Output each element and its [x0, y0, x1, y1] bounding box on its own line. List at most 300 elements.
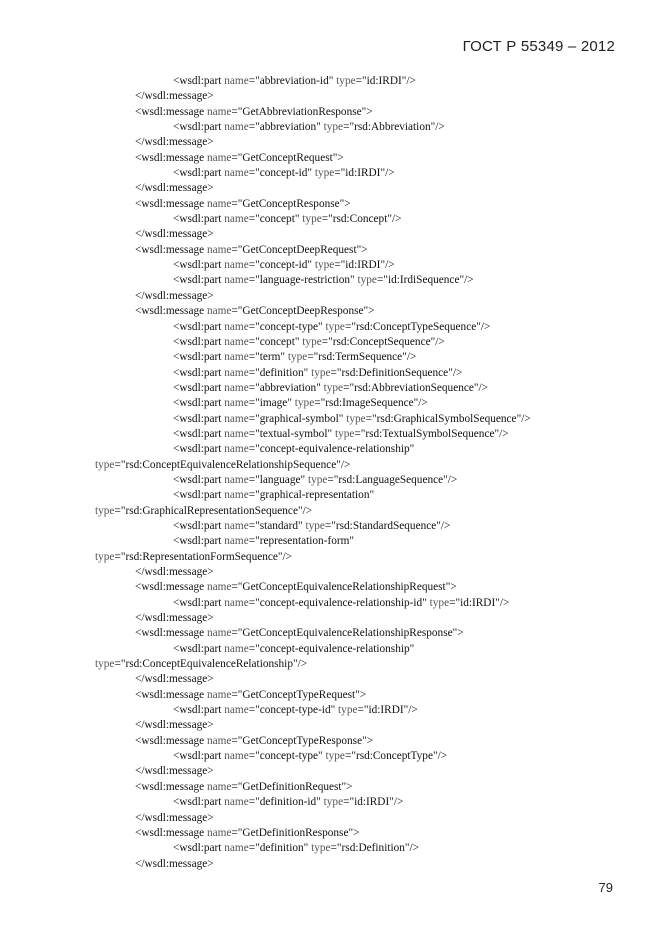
- wsdl-code-listing: [0, 74, 661, 872]
- code-line: [0, 243, 661, 258]
- attr-type-keyword: type: [334, 427, 355, 440]
- attr-name-keyword: name: [224, 473, 249, 486]
- attr-eq: =": [248, 473, 260, 486]
- attr-name-keyword: name: [206, 780, 232, 793]
- code-line: [0, 105, 661, 120]
- attr-quote: ": [348, 826, 354, 839]
- attr-name-value: GetConceptRequest: [242, 151, 333, 164]
- attr-quote: ": [328, 75, 334, 87]
- attr-quote: ": [387, 213, 392, 226]
- attr-name-keyword: name: [224, 259, 249, 272]
- attr-name-keyword: name: [224, 535, 249, 548]
- element-tag: <wsdl:part: [173, 842, 225, 855]
- attr-type-keyword: type: [338, 704, 358, 717]
- attr-name-keyword: name: [224, 366, 249, 379]
- attr-type-value: rsd:Concept: [332, 213, 388, 226]
- attr-type-value: rsd:ConceptTypeSequence: [355, 320, 477, 333]
- element-tag: <wsdl:part: [173, 642, 225, 655]
- tag-close: />: [408, 704, 418, 717]
- attr-type-keyword: type: [311, 842, 331, 855]
- tag-close: />: [464, 274, 474, 287]
- code-line: [0, 304, 661, 319]
- closing-tag: </wsdl:message>: [135, 673, 214, 686]
- attr-type-keyword: type: [429, 596, 450, 609]
- attr-type-keyword: type: [302, 335, 322, 348]
- attr-quote: ": [436, 519, 441, 532]
- element-tag: <wsdl:part: [173, 397, 225, 410]
- attr-name-value: abbreviation: [259, 381, 317, 394]
- attr-type-value: id:IRDI: [460, 596, 496, 609]
- attr-quote: ": [287, 397, 292, 410]
- code-line: [0, 350, 661, 365]
- attr-name-keyword: name: [224, 642, 249, 655]
- attr-quote: ": [316, 121, 321, 134]
- attr-quote: ": [389, 796, 394, 809]
- attr-quote: ": [307, 167, 313, 180]
- attr-quote: ": [448, 366, 453, 379]
- code-line: [0, 550, 661, 565]
- element-tag: <wsdl:part: [173, 213, 225, 226]
- attr-quote: ": [307, 259, 313, 272]
- attr-quote: ": [430, 335, 436, 348]
- attr-type-keyword: type: [323, 796, 344, 809]
- attr-name-value: GetConceptDeepRequest: [242, 243, 357, 256]
- code-line: [0, 626, 661, 641]
- attr-type-value: rsd:Abbreviation: [354, 121, 431, 134]
- code-line: [0, 197, 661, 212]
- attr-eq: =": [231, 688, 243, 701]
- attr-quote: ": [443, 473, 448, 486]
- attr-name-value: GetConceptTypeRequest: [242, 688, 356, 701]
- attr-quote: ": [516, 412, 522, 425]
- attr-eq: =": [344, 320, 356, 333]
- attr-eq: =": [231, 105, 243, 118]
- attr-type-value: id:IRDI: [345, 259, 381, 272]
- attr-name-keyword: name: [206, 243, 232, 256]
- attr-eq: =": [321, 335, 333, 348]
- tag-close: />: [406, 75, 416, 87]
- code-line: [0, 565, 661, 580]
- attr-quote: ": [495, 596, 500, 609]
- attr-quote: ": [300, 473, 306, 486]
- attr-quote: ": [303, 366, 309, 379]
- attr-quote: ": [476, 320, 481, 333]
- tag-close: />: [440, 519, 451, 532]
- attr-name-value: concept-type: [259, 750, 319, 763]
- attr-type-keyword: type: [325, 750, 345, 763]
- attr-eq: =": [248, 381, 260, 394]
- attr-type-value: rsd:RepresentationFormSequence: [125, 550, 278, 563]
- attr-quote: ": [459, 274, 465, 287]
- code-line: [0, 396, 661, 411]
- attr-type-keyword: type: [357, 274, 377, 287]
- code-line: [0, 642, 661, 657]
- tag-close: >: [353, 826, 360, 839]
- attr-close: "/>: [292, 658, 308, 671]
- attr-quote: ": [294, 335, 300, 348]
- code-line: [0, 688, 661, 703]
- attr-type-keyword: type: [314, 259, 335, 272]
- closing-tag: </wsdl:message>: [135, 182, 214, 195]
- attr-name-keyword: name: [224, 121, 249, 134]
- closing-tag: </wsdl:message>: [135, 765, 214, 778]
- tag-close: />: [385, 259, 395, 272]
- attr-name-keyword: name: [224, 335, 249, 348]
- attr-quote: ": [318, 320, 323, 333]
- code-line: [0, 764, 661, 779]
- attr-quote: ": [369, 489, 375, 502]
- attr-close: "/>: [336, 458, 351, 471]
- attr-type-value: rsd:GraphicalSymbolSequence: [376, 412, 517, 425]
- code-line: [0, 611, 661, 626]
- attr-type-keyword: type: [311, 366, 331, 379]
- attr-type-value: rsd:StandardSequence: [335, 519, 437, 532]
- attr-quote: ": [409, 642, 415, 655]
- element-tag: <wsdl:message: [135, 243, 207, 256]
- attr-quote: ": [422, 596, 427, 609]
- element-tag: <wsdl:part: [173, 335, 225, 348]
- attr-eq: =": [357, 704, 369, 717]
- attr-quote: ": [380, 259, 386, 272]
- attr-eq: =": [248, 335, 260, 348]
- attr-name-value: GetConceptEquivalenceRelationshipRequest: [242, 581, 446, 594]
- attr-eq: =": [248, 412, 260, 425]
- code-line: [0, 120, 661, 135]
- attr-type-value: rsd:TermSequence: [318, 351, 403, 364]
- attr-quote: ": [316, 381, 321, 394]
- code-line: [0, 734, 661, 749]
- attr-quote: ": [362, 734, 367, 747]
- element-tag: <wsdl:part: [173, 596, 225, 609]
- code-line: [0, 718, 661, 733]
- tag-close: >: [450, 581, 457, 594]
- element-tag: <wsdl:message: [135, 780, 207, 793]
- attr-name-keyword: name: [224, 796, 249, 809]
- code-line: [0, 335, 661, 350]
- attr-eq: =": [248, 704, 260, 717]
- closing-tag: </wsdl:message>: [135, 289, 214, 302]
- attr-type-value: rsd:TextualSymbolSequence: [365, 427, 495, 440]
- attr-quote: ": [330, 704, 336, 717]
- attr-name-keyword: name: [224, 596, 249, 609]
- code-line: [0, 151, 661, 166]
- attr-name-keyword: name: [206, 734, 232, 747]
- attr-name-value: definition: [259, 842, 304, 855]
- element-tag: <wsdl:message: [135, 826, 207, 839]
- attr-quote: ": [294, 213, 300, 226]
- attr-eq: =": [248, 397, 260, 410]
- element-tag: <wsdl:message: [135, 734, 207, 747]
- attr-name-value: concept-equivalence-relationship: [259, 443, 410, 456]
- attr-quote: ": [327, 427, 333, 440]
- attr-type-keyword: type: [323, 381, 344, 394]
- attr-eq: =": [307, 351, 319, 364]
- tag-close: >: [359, 688, 367, 701]
- attr-quote: ": [363, 305, 369, 318]
- tag-close: />: [393, 796, 404, 809]
- attr-close: "/>: [297, 504, 313, 517]
- attr-type-value: rsd:ConceptEquivalenceRelationshipSequence: [125, 458, 337, 471]
- attr-eq: =": [231, 151, 243, 164]
- attr-name-value: abbreviation: [259, 121, 317, 134]
- attr-quote: ": [413, 397, 419, 410]
- code-line: [0, 442, 661, 457]
- attr-quote: ": [350, 274, 355, 287]
- attr-name-value: GetAbbreviationResponse: [242, 105, 362, 118]
- attr-name-value: term: [259, 351, 281, 364]
- element-tag: <wsdl:part: [173, 121, 225, 134]
- attr-name-keyword: name: [224, 842, 249, 855]
- code-line: [0, 473, 661, 488]
- attr-name-keyword: name: [224, 704, 249, 717]
- code-line: [0, 703, 661, 718]
- element-tag: <wsdl:part: [173, 473, 225, 486]
- attr-name-value: concept: [259, 335, 295, 348]
- attr-name-value: concept-equivalence-relationship-id: [259, 596, 423, 609]
- code-line: [0, 366, 661, 381]
- closing-tag: </wsdl:message>: [135, 719, 214, 732]
- tag-close: />: [452, 366, 463, 379]
- attr-quote: ": [338, 412, 344, 425]
- closing-tag: </wsdl:message>: [135, 90, 214, 103]
- element-tag: <wsdl:message: [135, 151, 207, 164]
- attr-type-keyword: type: [305, 519, 325, 532]
- attr-quote: ": [341, 780, 347, 793]
- attr-type-value: id:IRDI: [345, 167, 381, 180]
- attr-type-value: rsd:ConceptEquivalenceRelationship: [125, 658, 293, 671]
- attr-name-keyword: name: [206, 197, 232, 210]
- attr-eq: =": [354, 427, 366, 440]
- attr-type-keyword: type: [346, 412, 366, 425]
- attr-name-keyword: name: [206, 688, 232, 701]
- code-line: [0, 826, 661, 841]
- attr-name-value: concept-type-id: [259, 704, 331, 717]
- attr-name-value: image: [259, 397, 288, 410]
- code-line: [0, 657, 661, 672]
- element-tag: <wsdl:part: [173, 351, 225, 364]
- attr-name-value: concept-id: [259, 167, 308, 180]
- code-line: [0, 811, 661, 826]
- code-line: [0, 519, 661, 534]
- attr-name-keyword: name: [206, 105, 232, 118]
- attr-name-value: definition-id: [259, 796, 317, 809]
- attr-eq: =": [231, 197, 243, 210]
- attr-type-value: rsd:LanguageSequence: [338, 473, 444, 486]
- attr-eq: =": [231, 305, 243, 318]
- attr-eq: =": [343, 796, 355, 809]
- attr-quote: ": [297, 519, 303, 532]
- code-line: [0, 534, 661, 549]
- attr-eq: =": [231, 780, 243, 793]
- code-line: [0, 320, 661, 335]
- attr-eq: =": [248, 750, 260, 763]
- attr-quote: ": [361, 105, 367, 118]
- attr-type-keyword: type: [294, 397, 315, 410]
- attr-name-keyword: name: [224, 274, 249, 287]
- attr-quote: ": [494, 427, 500, 440]
- attr-eq: =": [248, 351, 260, 364]
- element-tag: <wsdl:part: [173, 274, 225, 287]
- attr-name-value: textual-symbol: [259, 427, 328, 440]
- closing-tag: </wsdl:message>: [135, 857, 214, 870]
- attr-eq: =": [376, 274, 388, 287]
- attr-name-keyword: name: [206, 627, 232, 640]
- attr-name-value: concept-type: [259, 320, 319, 333]
- attr-eq: =": [248, 519, 260, 532]
- attr-quote: ": [432, 750, 438, 763]
- attr-eq: =": [231, 243, 243, 256]
- code-line: [0, 258, 661, 273]
- attr-eq: =": [231, 581, 243, 594]
- attr-quote: ": [318, 750, 323, 763]
- element-tag: <wsdl:part: [173, 519, 225, 532]
- attr-name-keyword: name: [224, 750, 249, 763]
- code-line: [0, 580, 661, 595]
- code-line: [0, 749, 661, 764]
- attr-name-keyword: name: [206, 305, 232, 318]
- attr-name-value: concept: [259, 213, 295, 226]
- attr-name-value: concept-equivalence-relationship: [259, 642, 410, 655]
- attr-eq: =": [343, 121, 355, 134]
- closing-tag: </wsdl:message>: [135, 566, 214, 578]
- attr-name-keyword: name: [224, 427, 249, 440]
- attr-eq: =": [248, 259, 260, 272]
- attr-name-keyword: name: [206, 826, 232, 839]
- code-line: [0, 89, 661, 104]
- attr-type-value: rsd:ConceptSequence: [332, 335, 431, 348]
- attr-quote: ": [280, 351, 286, 364]
- tag-close: />: [437, 750, 448, 763]
- attr-quote: ": [349, 535, 355, 548]
- tag-close: />: [406, 351, 417, 364]
- tag-close: >: [361, 243, 368, 256]
- attr-eq: =": [248, 642, 260, 655]
- attr-eq: =": [231, 826, 243, 839]
- attr-name-value: GetDefinitionResponse: [242, 826, 349, 839]
- attr-eq: =": [248, 427, 260, 440]
- attr-eq: =": [314, 397, 326, 410]
- tag-close: />: [435, 335, 445, 348]
- element-tag: <wsdl:part: [173, 427, 225, 440]
- element-tag: <wsdl:message: [135, 105, 207, 118]
- element-tag: <wsdl:part: [173, 167, 225, 180]
- attr-name-value: standard: [259, 519, 298, 532]
- attr-name-keyword: name: [224, 489, 249, 502]
- element-tag: <wsdl:part: [173, 535, 225, 548]
- code-line: [0, 672, 661, 687]
- attr-eq: =": [248, 842, 260, 855]
- element-tag: <wsdl:part: [173, 75, 225, 87]
- tag-close: />: [385, 167, 395, 180]
- element-tag: <wsdl:part: [173, 796, 225, 809]
- attr-type-value: id:IRDI: [354, 796, 390, 809]
- attr-eq: =": [248, 167, 260, 180]
- attr-type-value: id:IrdiSequence: [387, 274, 460, 287]
- code-line: [0, 181, 661, 196]
- attr-quote: ": [356, 243, 362, 256]
- attr-type-keyword: type: [287, 351, 308, 364]
- attr-type-value: id:IRDI: [366, 75, 402, 87]
- tag-close: />: [478, 381, 489, 394]
- tag-close: />: [435, 121, 445, 134]
- attr-name-keyword: name: [224, 167, 249, 180]
- attr-name-value: definition: [259, 366, 304, 379]
- code-line: [0, 841, 661, 856]
- attr-name-value: language: [259, 473, 301, 486]
- attr-eq: =": [114, 550, 126, 563]
- attr-eq: =": [330, 366, 342, 379]
- tag-close: />: [418, 397, 428, 410]
- element-tag: <wsdl:part: [173, 704, 225, 717]
- attr-quote: ": [401, 75, 407, 87]
- attr-name-keyword: name: [224, 397, 249, 410]
- code-line: [0, 212, 661, 227]
- attr-type-value: rsd:ImageSequence: [325, 397, 414, 410]
- attr-name-value: representation-form: [259, 535, 350, 548]
- element-tag: <wsdl:message: [135, 581, 207, 594]
- attr-eq: =": [327, 473, 339, 486]
- tag-close: >: [344, 197, 351, 210]
- attr-type-keyword: type: [325, 320, 345, 333]
- attr-eq: =": [355, 75, 367, 87]
- code-line: [0, 857, 661, 872]
- page-number: 79: [598, 880, 613, 895]
- tag-close: />: [391, 213, 402, 226]
- attr-type-value: rsd:DefinitionSequence: [341, 366, 449, 379]
- code-line: [0, 166, 661, 181]
- element-tag: <wsdl:message: [135, 305, 207, 318]
- attr-eq: =": [330, 842, 342, 855]
- attr-eq: =": [449, 596, 461, 609]
- attr-name-keyword: name: [224, 412, 249, 425]
- code-line: [0, 780, 661, 795]
- attr-eq: =": [248, 443, 260, 456]
- tag-close: />: [447, 473, 458, 486]
- attr-name-value: abbreviation-id: [259, 75, 329, 87]
- closing-tag: </wsdl:message>: [135, 228, 214, 241]
- attr-type-keyword: type: [302, 213, 322, 226]
- tag-close: >: [337, 151, 344, 164]
- code-line: [0, 381, 661, 396]
- code-line: [0, 427, 661, 442]
- attr-eq: =": [114, 658, 126, 671]
- attr-name-keyword: name: [224, 351, 249, 364]
- element-tag: <wsdl:part: [173, 366, 225, 379]
- attr-eq: =": [231, 627, 243, 640]
- attr-type-keyword: type: [95, 658, 115, 671]
- attr-name-keyword: name: [224, 443, 249, 456]
- attr-name-value: GetDefinitionRequest: [242, 780, 342, 793]
- tag-close: >: [366, 734, 374, 747]
- attr-quote: ": [452, 627, 458, 640]
- attr-eq: =": [334, 259, 346, 272]
- attr-name-keyword: name: [224, 381, 249, 394]
- code-line: [0, 289, 661, 304]
- attr-quote: ": [445, 581, 451, 594]
- attr-name-keyword: name: [224, 75, 249, 87]
- attr-eq: =": [321, 213, 333, 226]
- attr-eq: =": [248, 121, 260, 134]
- tag-close: />: [499, 596, 510, 609]
- element-tag: <wsdl:part: [173, 412, 225, 425]
- attr-quote: ": [473, 381, 479, 394]
- code-line: [0, 227, 661, 242]
- closing-tag: </wsdl:message>: [135, 811, 214, 824]
- attr-eq: =": [248, 274, 260, 287]
- tag-close: />: [480, 320, 491, 333]
- tag-close: >: [368, 305, 375, 318]
- tag-close: >: [457, 627, 464, 640]
